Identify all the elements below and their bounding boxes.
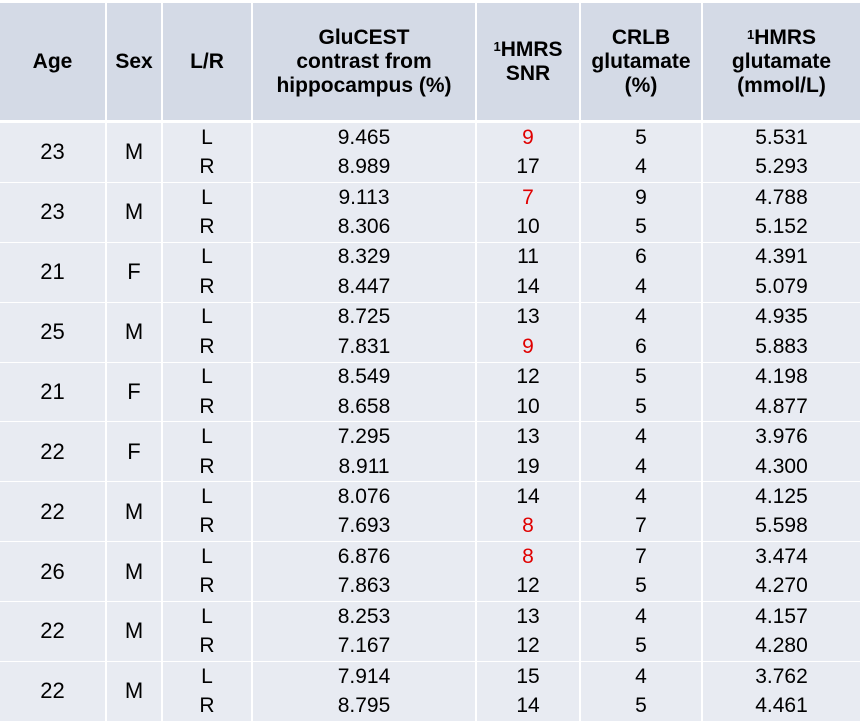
header-glu-line2: glutamate <box>731 49 832 73</box>
sex-cell: M <box>107 541 163 601</box>
glutamate-cell: 5.293 <box>703 152 860 181</box>
header-crlb-line2: glutamate <box>591 49 691 73</box>
table-row <box>0 541 860 571</box>
side-cell: R <box>163 272 253 301</box>
crlb-cell: 5 <box>581 123 703 152</box>
crlb-cell: 4 <box>581 421 703 451</box>
table-row <box>0 123 860 152</box>
glucest-cell: 8.549 <box>253 362 477 392</box>
snr-cell: 14 <box>477 691 581 720</box>
header-glucest <box>253 3 477 123</box>
side-cell: R <box>163 212 253 241</box>
side-cell: L <box>163 123 253 152</box>
glucest-cell: 7.863 <box>253 572 477 601</box>
side-cell: L <box>163 362 253 392</box>
crlb-cell: 5 <box>581 212 703 241</box>
subject-data-table <box>0 3 860 721</box>
glutamate-cell: 5.598 <box>703 512 860 541</box>
glucest-cell: 8.076 <box>253 481 477 511</box>
glucest-cell: 8.911 <box>253 452 477 481</box>
snr-cell: 13 <box>477 421 581 451</box>
age-cell: 25 <box>0 302 107 362</box>
side-cell: L <box>163 481 253 511</box>
side-cell: L <box>163 182 253 212</box>
snr-cell: 9 <box>477 332 581 361</box>
header-glucest-line2: contrast from <box>296 49 432 73</box>
sex-cell: M <box>107 601 163 661</box>
glucest-cell: 7.831 <box>253 332 477 361</box>
table-row <box>0 242 860 272</box>
header-row <box>0 3 860 123</box>
snr-cell: 15 <box>477 661 581 691</box>
snr-cell: 12 <box>477 572 581 601</box>
side-cell: R <box>163 572 253 601</box>
age-cell: 22 <box>0 481 107 541</box>
age-cell: 21 <box>0 362 107 422</box>
snr-cell: 14 <box>477 272 581 301</box>
crlb-cell: 4 <box>581 452 703 481</box>
glutamate-cell: 4.157 <box>703 601 860 631</box>
snr-cell: 10 <box>477 212 581 241</box>
glucest-cell: 8.725 <box>253 302 477 332</box>
snr-cell: 14 <box>477 481 581 511</box>
snr-cell: 17 <box>477 152 581 181</box>
glucest-cell: 7.693 <box>253 512 477 541</box>
table-row <box>0 481 860 511</box>
glutamate-cell: 4.788 <box>703 182 860 212</box>
glutamate-cell: 4.280 <box>703 631 860 660</box>
crlb-cell: 5 <box>581 392 703 421</box>
header-glu-sup: 1 <box>746 26 755 42</box>
crlb-cell: 4 <box>581 481 703 511</box>
header-glu-line3: (mmol/L) <box>737 73 826 97</box>
glucest-cell: 8.306 <box>253 212 477 241</box>
glutamate-cell: 5.152 <box>703 212 860 241</box>
snr-cell: 12 <box>477 631 581 660</box>
crlb-cell: 5 <box>581 362 703 392</box>
crlb-cell: 5 <box>581 631 703 660</box>
glucest-cell: 8.989 <box>253 152 477 181</box>
sex-cell: M <box>107 182 163 242</box>
snr-cell: 13 <box>477 601 581 631</box>
glucest-cell: 9.465 <box>253 123 477 152</box>
side-cell: R <box>163 452 253 481</box>
side-cell: R <box>163 152 253 181</box>
data-table-container <box>0 3 860 718</box>
glutamate-cell: 4.300 <box>703 452 860 481</box>
glutamate-cell: 4.877 <box>703 392 860 421</box>
snr-cell: 8 <box>477 541 581 571</box>
side-cell: R <box>163 631 253 660</box>
side-cell: R <box>163 392 253 421</box>
header-snr-line2: SNR <box>505 61 551 85</box>
glucest-cell: 7.167 <box>253 631 477 660</box>
glucest-cell: 6.876 <box>253 541 477 571</box>
snr-cell: 12 <box>477 362 581 392</box>
glucest-cell: 8.658 <box>253 392 477 421</box>
side-cell: R <box>163 332 253 361</box>
glutamate-cell: 3.976 <box>703 421 860 451</box>
glucest-cell: 8.447 <box>253 272 477 301</box>
snr-cell: 19 <box>477 452 581 481</box>
crlb-cell: 9 <box>581 182 703 212</box>
sex-cell: M <box>107 302 163 362</box>
table-body <box>0 123 860 721</box>
header-age: Age <box>0 3 107 123</box>
glutamate-cell: 4.198 <box>703 362 860 392</box>
crlb-cell: 4 <box>581 302 703 332</box>
glutamate-cell: 3.762 <box>703 661 860 691</box>
crlb-cell: 4 <box>581 272 703 301</box>
header-sex: Sex <box>107 3 163 123</box>
glutamate-cell: 4.125 <box>703 481 860 511</box>
table-row <box>0 601 860 631</box>
crlb-cell: 4 <box>581 601 703 631</box>
glutamate-cell: 4.270 <box>703 572 860 601</box>
table-row <box>0 421 860 451</box>
age-cell: 23 <box>0 182 107 242</box>
header-lr: L/R <box>163 3 253 123</box>
header-snr <box>477 3 581 123</box>
glutamate-cell: 4.391 <box>703 242 860 272</box>
crlb-cell: 6 <box>581 242 703 272</box>
side-cell: R <box>163 691 253 720</box>
glutamate-cell: 4.461 <box>703 691 860 720</box>
snr-cell: 9 <box>477 123 581 152</box>
header-snr-line1: HMRS <box>500 37 563 61</box>
glutamate-cell: 5.079 <box>703 272 860 301</box>
glutamate-cell: 5.531 <box>703 123 860 152</box>
side-cell: L <box>163 421 253 451</box>
sex-cell: F <box>107 421 163 481</box>
age-cell: 26 <box>0 541 107 601</box>
crlb-cell: 7 <box>581 541 703 571</box>
crlb-cell: 4 <box>581 661 703 691</box>
table-row <box>0 182 860 212</box>
header-glucest-line1: GluCEST <box>318 25 410 49</box>
sex-cell: F <box>107 242 163 302</box>
snr-cell: 11 <box>477 242 581 272</box>
sex-cell: F <box>107 362 163 422</box>
side-cell: L <box>163 302 253 332</box>
side-cell: L <box>163 242 253 272</box>
glucest-cell: 9.113 <box>253 182 477 212</box>
header-crlb-line1: CRLB <box>611 25 671 49</box>
table-row <box>0 302 860 332</box>
sex-cell: M <box>107 123 163 182</box>
side-cell: R <box>163 512 253 541</box>
table-row <box>0 661 860 691</box>
snr-cell: 10 <box>477 392 581 421</box>
glucest-cell: 8.795 <box>253 691 477 720</box>
sex-cell: M <box>107 661 163 721</box>
header-snr-sup: 1 <box>493 38 501 54</box>
crlb-cell: 4 <box>581 152 703 181</box>
sex-cell: M <box>107 481 163 541</box>
crlb-cell: 6 <box>581 332 703 361</box>
side-cell: L <box>163 541 253 571</box>
header-glutamate <box>703 3 860 123</box>
crlb-cell: 7 <box>581 512 703 541</box>
snr-cell: 7 <box>477 182 581 212</box>
age-cell: 23 <box>0 123 107 182</box>
glucest-cell: 8.253 <box>253 601 477 631</box>
age-cell: 22 <box>0 601 107 661</box>
glucest-cell: 7.295 <box>253 421 477 451</box>
table-row <box>0 362 860 392</box>
header-glucest-line3: hippocampus (%) <box>276 73 452 97</box>
glutamate-cell: 3.474 <box>703 541 860 571</box>
side-cell: L <box>163 661 253 691</box>
glutamate-cell: 5.883 <box>703 332 860 361</box>
header-glu-line1: HMRS <box>754 25 817 49</box>
age-cell: 22 <box>0 421 107 481</box>
snr-cell: 13 <box>477 302 581 332</box>
age-cell: 21 <box>0 242 107 302</box>
header-crlb-line3: (%) <box>624 73 658 97</box>
side-cell: L <box>163 601 253 631</box>
snr-cell: 8 <box>477 512 581 541</box>
crlb-cell: 5 <box>581 691 703 720</box>
glucest-cell: 7.914 <box>253 661 477 691</box>
glutamate-cell: 4.935 <box>703 302 860 332</box>
crlb-cell: 5 <box>581 572 703 601</box>
age-cell: 22 <box>0 661 107 721</box>
header-crlb <box>581 3 703 123</box>
glucest-cell: 8.329 <box>253 242 477 272</box>
